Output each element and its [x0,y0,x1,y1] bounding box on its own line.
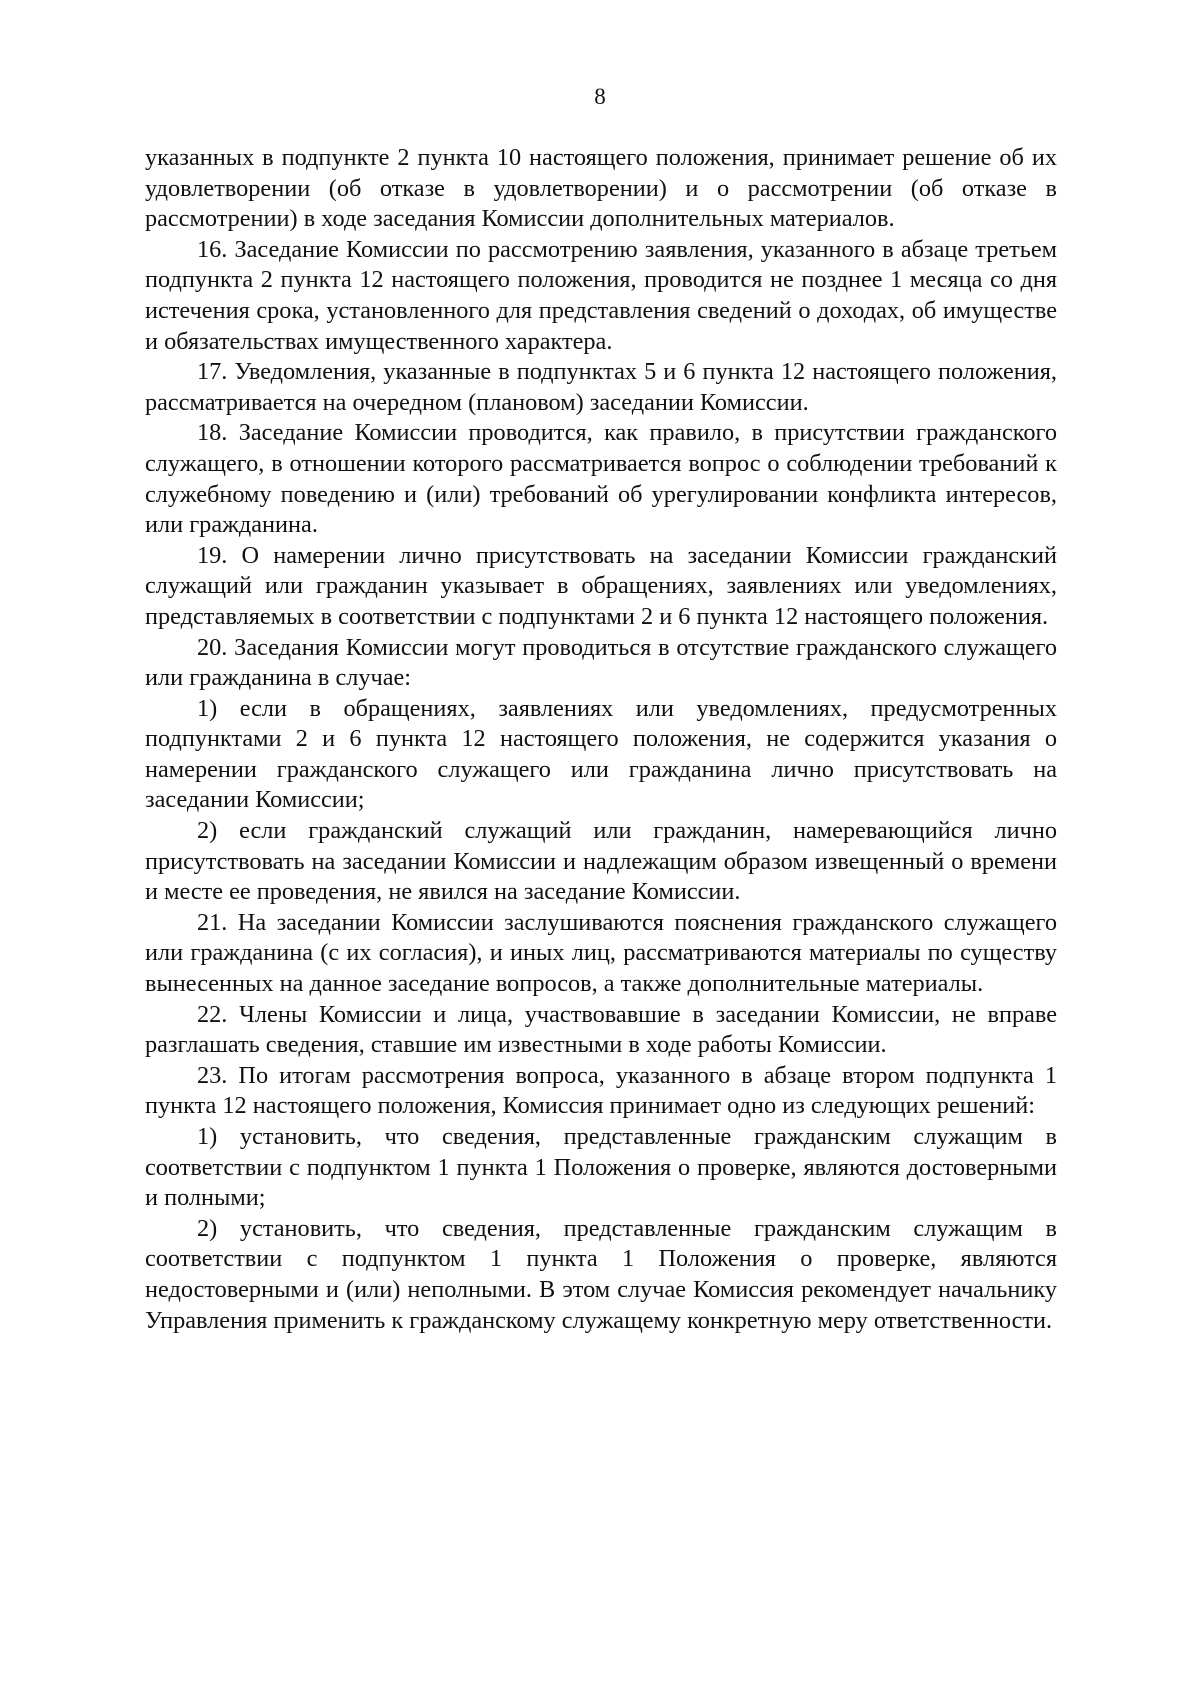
paragraph-17: 17. Уведомления, указанные в подпунктах 5 и 6 пункта 12 настоящего положения, рассматривается на очередном (плановом) заседании Комиссии. [145,358,1057,416]
paragraph-18: 18. Заседание Комиссии проводится, как правило, в присутствии гражданского служащего, в отношении которого рассматривается вопрос о соблюдении требований к служебному поведению и (или) требований об урегулировании конфликта интересов, или гражданина. [145,419,1057,539]
paragraph-20-item-1: 1) если в обращениях, заявлениях или уведомлениях, предусмотренных подпунктами 2 и 6 пункта 12 настоящего положения, не содержится указания о намерении гражданского служащего или гражданина лично присутствовать на заседании Комиссии; [145,694,1057,814]
paragraph-23-item-1: 1) установить, что сведения, представленные гражданским служащим в соответствии с подпунктом 1 пункта 1 Положения о проверке, являются достоверными и полными; [145,1123,1057,1212]
page-number: 8 [594,84,606,109]
paragraph-20-item-2: 2) если гражданский служащий или гражданин, намеревающийся лично присутствовать на заседании Комиссии и надлежащим образом извещенный о времени и месте ее проведения, не явился на заседание Комиссии. [145,817,1057,906]
paragraph-23-item-2: 2) установить, что сведения, представленные гражданским служащим в соответствии с подпунктом 1 пункта 1 Положения о проверке, являются недостоверными и (или) неполными. В этом случае Комиссия рекомендует начальнику Управления применить к гражданскому служащему конкретную меру ответственности. [145,1214,1057,1334]
paragraph-continuation: указанных в подпункте 2 пункта 10 настоящего положения, принимает решение об их удовлетворении (об отказе в удовлетворении) и о рассмотрении (об отказе в рассмотрении) в ходе заседания Комиссии дополнительных материалов. [145,144,1057,233]
paragraph-20: 20. Заседания Комиссии могут проводиться в отсутствие гражданского служащего или гражданина в случае: [145,633,1057,692]
paragraph-21: 21. На заседании Комиссии заслушиваются пояснения гражданского служащего или гражданина (с их согласия), и иных лиц, рассматриваются материалы по существу вынесенных на данное заседание вопросов, а также дополнительные материалы. [145,908,1057,998]
paragraph-23: 23. По итогам рассмотрения вопроса, указанного в абзаце втором подпункта 1 пункта 12 настоящего положения, Комиссия принимает одно из следующих решений: [145,1061,1057,1120]
paragraph-22: 22. Члены Комиссии и лица, участвовавшие в заседании Комиссии, не вправе разглашать сведения, ставшие им известными в ходе работы Комиссии. [145,1000,1057,1059]
document-body [145,143,1057,1336]
paragraph-19: 19. О намерении лично присутствовать на заседании Комиссии гражданский служащий или гражданин указывает в обращениях, заявлениях или уведомлениях, представляемых в соответствии с подпунктами 2 и 6 пункта 12 настоящего положения. [145,541,1057,630]
paragraph-16: 16. Заседание Комиссии по рассмотрению заявления, указанного в абзаце третьем подпункта 2 пункта 12 настоящего положения, проводится не позднее 1 месяца со дня истечения срока, установленного для представления сведений о доходах, об имуществе и обязательствах имущественного характера. [145,235,1057,355]
